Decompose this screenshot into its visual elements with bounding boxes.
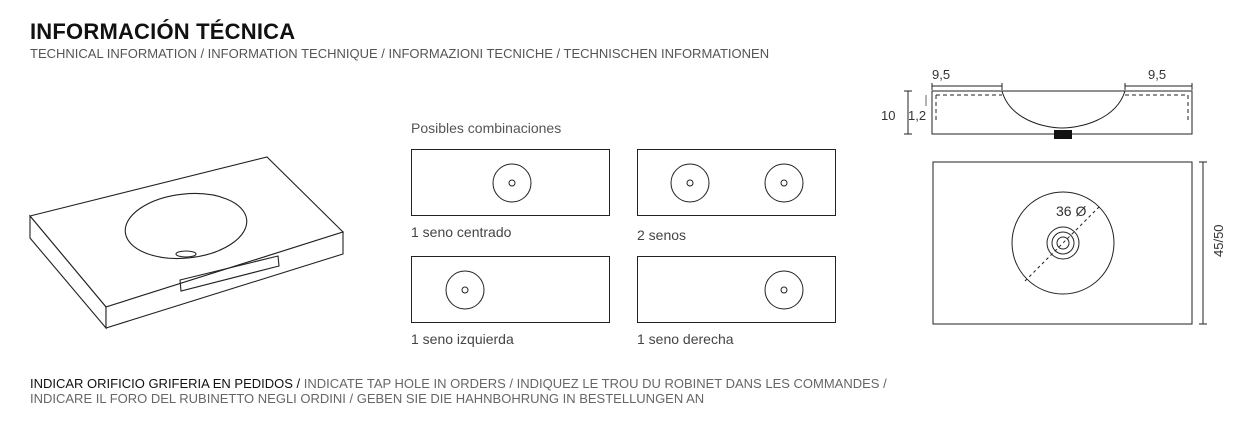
plan-view-drawing — [925, 155, 1235, 335]
combination-label-left: 1 seno izquierda — [411, 331, 514, 347]
combination-two-basins — [637, 149, 836, 216]
combination-label-right: 1 seno derecha — [637, 331, 734, 347]
dimension-height: 10 — [881, 108, 896, 123]
page-title: INFORMACIÓN TÉCNICA — [30, 19, 296, 44]
dimension-thickness: 1,2 — [908, 108, 927, 123]
combinations-heading: Posibles combinaciones — [411, 120, 562, 136]
combination-right — [637, 256, 836, 323]
order-note-translations: INDICATE TAP HOLE IN ORDERS / INDIQUEZ LE TROU DU ROBINET DANS LES COMMANDES / — [300, 376, 887, 391]
order-note — [30, 376, 887, 406]
combination-label-centered: 1 seno centrado — [411, 224, 512, 240]
dimension-depth: 45/50 — [1211, 224, 1226, 257]
right-basin-diagram — [638, 257, 835, 322]
centered-basin-diagram — [412, 150, 609, 215]
order-note-emphasis: INDICAR ORIFICIO GRIFERIA EN PEDIDOS / — [30, 376, 301, 391]
order-note-line-2: INDICARE IL FORO DEL RUBINETTO NEGLI ORDINI / GEBEN SIE DIE HAHNBOHRUNG IN BESTELLUNGEN AN — [30, 391, 705, 406]
order-note-line-1 — [30, 376, 887, 391]
combination-left — [411, 256, 610, 323]
washbasin-perspective-drawing — [20, 150, 350, 335]
section-view-drawing — [870, 62, 1210, 147]
two-basins-diagram — [638, 150, 835, 215]
page-subtitle: TECHNICAL INFORMATION / INFORMATION TECHNIQUE / INFORMAZIONI TECNICHE / TECHNISCHEN INFORMATIONEN — [30, 46, 770, 61]
dimension-bowl-diameter: 36 Ø — [1056, 203, 1087, 219]
combination-centered — [411, 149, 610, 216]
combination-label-two-basins: 2 senos — [637, 227, 687, 243]
dimension-left-margin: 9,5 — [932, 67, 951, 82]
dimension-right-margin: 9,5 — [1148, 67, 1167, 82]
left-basin-diagram — [412, 257, 609, 322]
